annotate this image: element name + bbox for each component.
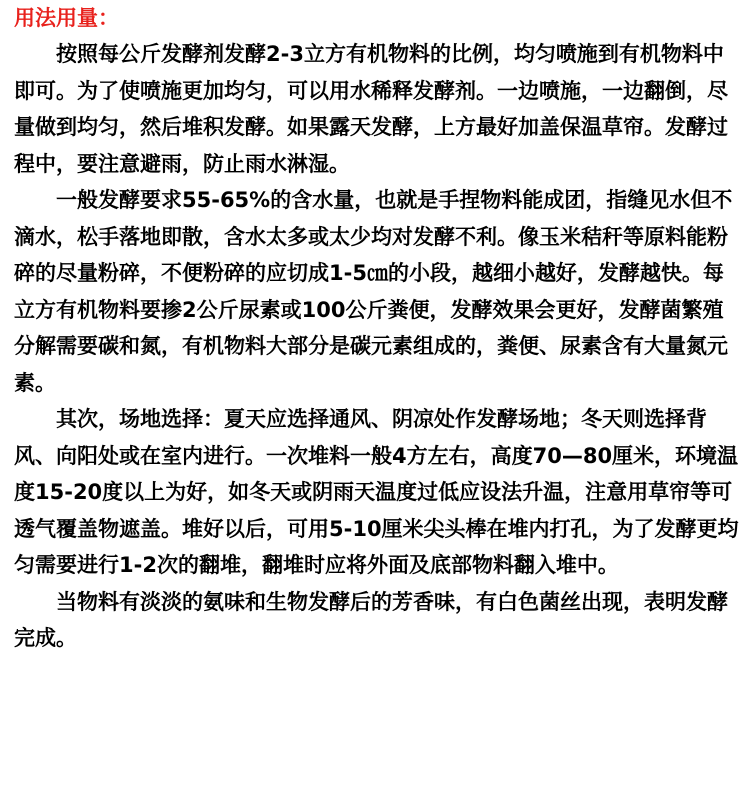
paragraph-site-selection: 其次，场地选择：夏天应选择通风、阴凉处作发酵场地；冬天则选择背风、向阳处或在室内进行。一次堆料一般4方左右，高度70—80厘米，环境温度15-20度以上为好，如冬天或阴雨天温度过低应设法升温，注意用草帘等可透气覆盖物遮盖。堆好以后，可用5-10厘米尖头棒在堆内打孔，为了发酵更均匀需要进行1-2次的翻堆，翻堆时应将外面及底部物料翻入堆中。 — [14, 407, 739, 577]
paragraph-dosage: 按照每公斤发酵剂发酵2-3立方有机物料的比例，均匀喷施到有机物料中即可。为了使喷施更加均匀，可以用水稀释发酵剂。一边喷施，一边翻倒，尽量做到均匀，然后堆积发酵。如果露天发酵，上方最好加盖保温草帘。发酵过程中，要注意避雨，防止雨水淋湿。 — [14, 42, 728, 176]
paragraph-completion: 当物料有淡淡的氨味和生物发酵后的芳香味，有白色菌丝出现，表明发酵完成。 — [14, 589, 728, 650]
section-heading: 用法用量： — [14, 6, 119, 30]
paragraph-moisture: 一般发酵要求55-65%的含水量，也就是手捏物料能成团，指缝见水但不滴水，松手落地即散，含水太多或太少均对发酵不利。像玉米秸秆等原料能粉碎的尽量粉碎，不便粉碎的应切成1-5㎝的小段，越细小越好，发酵越快。每立方有机物料要掺2公斤尿素或100公斤粪便，发酵效果会更好，发酵菌繁殖分解需要碳和氮，有机物料大部分是碳元素组成的，粪便、尿素含有大量氮元素。 — [14, 188, 733, 395]
